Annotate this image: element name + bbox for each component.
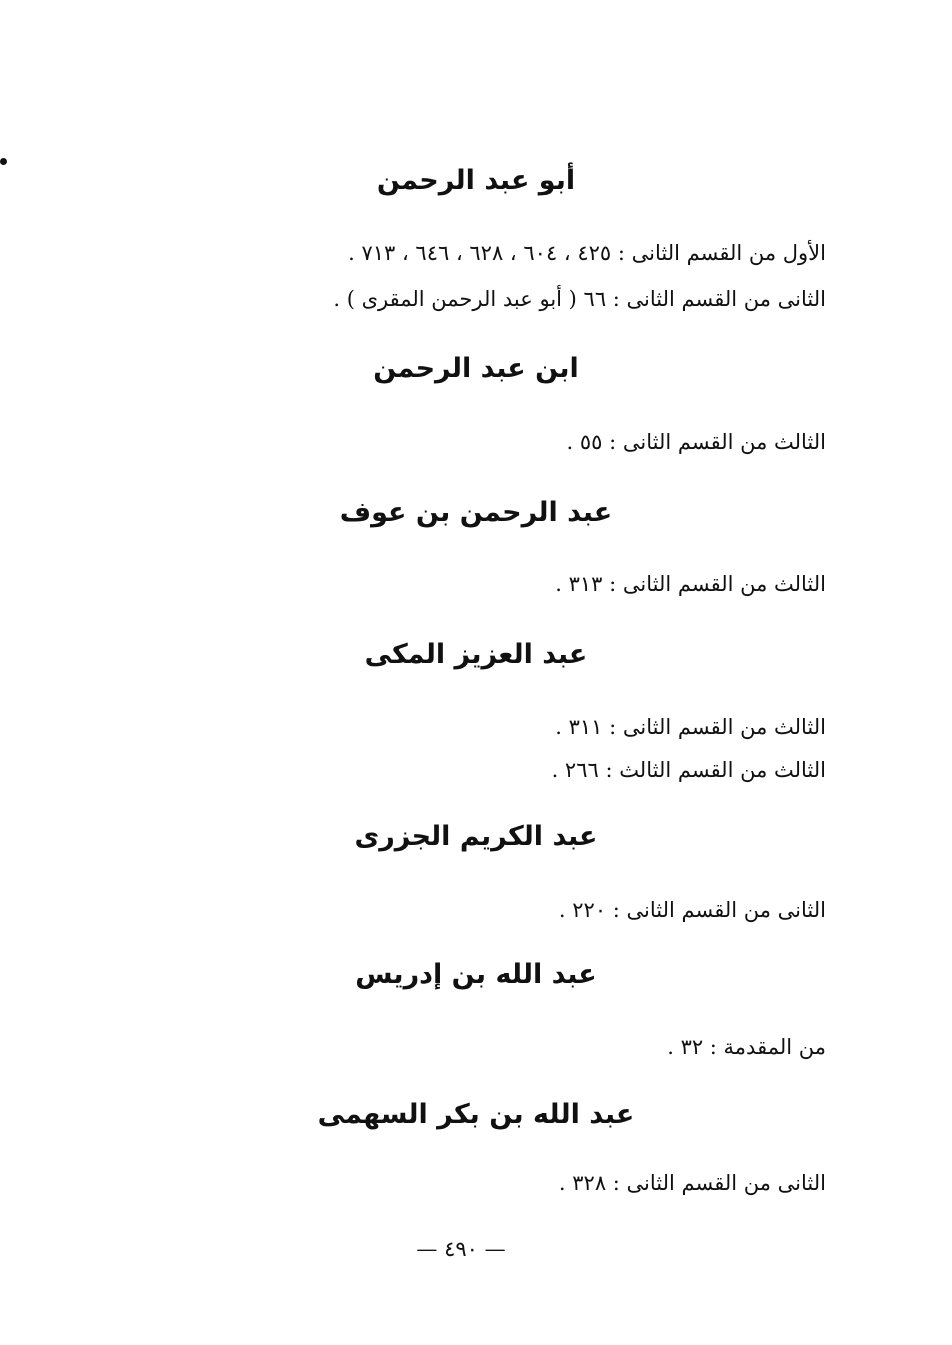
entry-reference-line: الثانى من القسم الثانى : ٦٦ ( أبو عبد الرحمن المقرى ) . [333,287,826,311]
entry-reference-line: الثالث من القسم الثانى : ٣١١ . [555,715,826,739]
page-number: — ٤٩٠ — [416,1237,506,1261]
entry-heading-abd-al-rahman-bin-awf: عبد الرحمن بن عوف [339,497,613,528]
entry-reference-line: الثانى من القسم الثانى : ٣٢٨ . [558,1171,826,1195]
entry-heading-abd-al-karim-al-jazari: عبد الكريم الجزرى [354,821,598,852]
entry-reference-line: الأول من القسم الثانى : ٤٢٥ ، ٦٠٤ ، ٦٢٨ ، ٦٤٦ ، ٧١٣ . [348,241,826,265]
entry-heading-abu-abd-al-rahman: أبو عبد الرحمن [376,165,576,196]
entry-reference-line: من المقدمة : ٣٢ . [667,1035,826,1059]
entry-heading-ibn-abd-al-rahman: ابن عبد الرحمن [373,353,579,384]
entry-reference-line: الثالث من القسم الثالث : ٢٦٦ . [551,758,826,782]
entry-heading-abd-al-aziz-al-makki: عبد العزيز المكى [364,639,588,670]
entry-heading-abdullah-bin-idris: عبد الله بن إدريس [355,959,597,990]
entry-heading-abdullah-bin-bakr-al-sahmi: عبد الله بن بكر السهمى [317,1099,635,1130]
entry-reference-line: الثانى من القسم الثانى : ٢٢٠ . [558,898,826,922]
entry-reference-line: الثالث من القسم الثانى : ٣١٣ . [555,572,826,596]
entry-reference-line: الثالث من القسم الثانى : ٥٥ . [566,430,826,454]
